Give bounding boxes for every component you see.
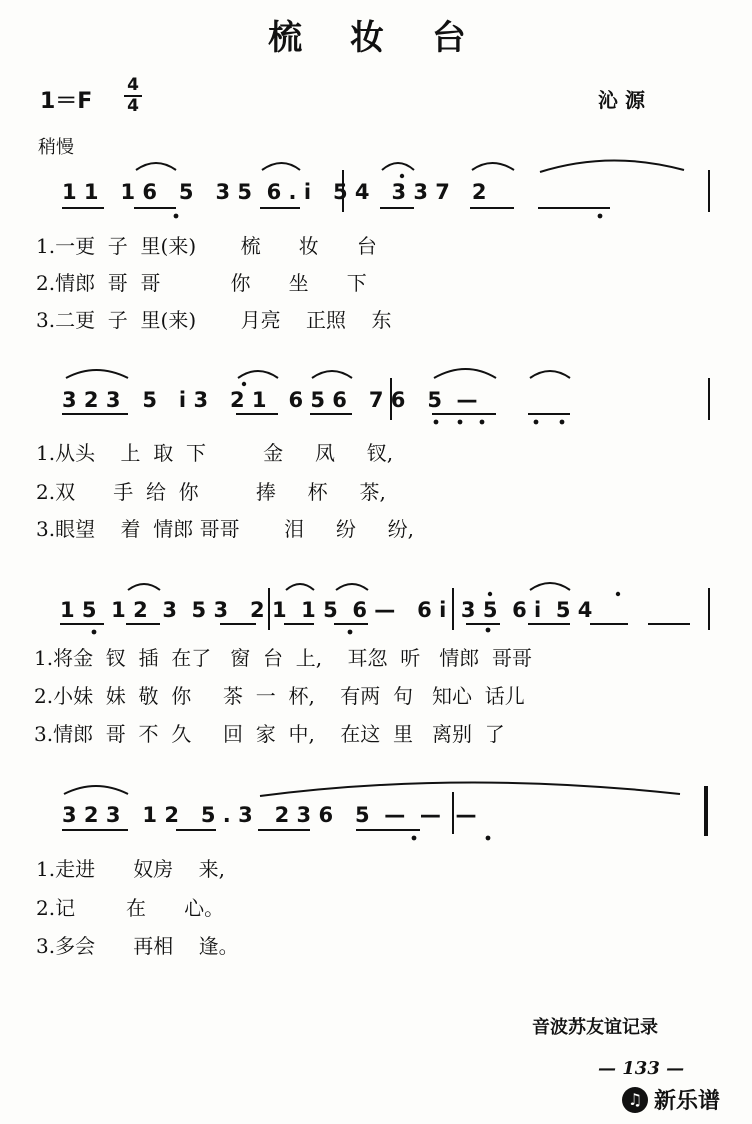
key-signature: 1＝F xyxy=(40,89,93,114)
page-number: — 133 — xyxy=(598,1058,685,1079)
watermark-logo xyxy=(622,1084,720,1115)
time-signature-bottom: 4 xyxy=(124,95,142,116)
lyric-verse-2-line-2: 2.双 手 给 你 捧 杯 茶, xyxy=(36,480,386,504)
lyric-verse-3-line-2: 3.眼望 着 情郎 哥哥 泪 纷 纷, xyxy=(36,517,415,541)
song-title: 梳 妆 台 xyxy=(268,18,484,58)
lyric-verse-1-line-3: 1.将金 钗 插 在了 窗 台 上, 耳忽 听 情郎 哥哥 xyxy=(34,646,533,670)
transcription-credit: 音波苏友谊记录 xyxy=(532,1017,658,1038)
lyric-verse-3-line-4: 3.多会 再相 逢。 xyxy=(36,934,239,958)
lyric-verse-2-line-1: 2.情郎 哥 哥 你 坐 下 xyxy=(36,271,367,295)
notation-row-3: 1 5 1 2 3 5 3 2 1 1 5 6 — 6 i 3 5 6 i 5 4 xyxy=(60,598,593,622)
lyric-verse-2-line-4: 2.记 在 心。 xyxy=(36,896,225,920)
lyric-verse-1-line-1: 1.一更 子 里(来) 梳 妆 台 xyxy=(36,234,377,258)
lyric-verse-1-line-2: 1.从头 上 取 下 金 凤 钗, xyxy=(36,441,394,465)
lyric-verse-3-line-3: 3.情郎 哥 不 久 回 家 中, 在这 里 离别 了 xyxy=(34,722,505,746)
time-signature-top: 4 xyxy=(127,75,139,95)
music-note-icon: ♫ xyxy=(622,1087,648,1113)
tempo-marking: 稍慢 xyxy=(38,137,74,158)
lyric-verse-2-line-3: 2.小妹 妹 敬 你 茶 一 杯, 有两 句 知心 话儿 xyxy=(34,684,525,708)
watermark-text: 新乐谱 xyxy=(654,1089,721,1114)
notation-row-1: 1 1 1 6 5 3 5 6 . i 5 4 3 3 7 2 xyxy=(62,180,487,204)
notation-row-4: 3 2 3 1 2 5 . 3 2 3 6 5 — — — xyxy=(62,803,477,827)
source-region: 沁 源 xyxy=(598,88,645,112)
notation-row-2: 3 2 3 5 i 3 2 1 6 5 6 7 6 5 — xyxy=(62,388,478,412)
lyric-verse-1-line-4: 1.走进 奴房 来, xyxy=(36,857,226,881)
lyric-verse-3-line-1: 3.二更 子 里(来) 月亮 正照 东 xyxy=(36,308,392,332)
